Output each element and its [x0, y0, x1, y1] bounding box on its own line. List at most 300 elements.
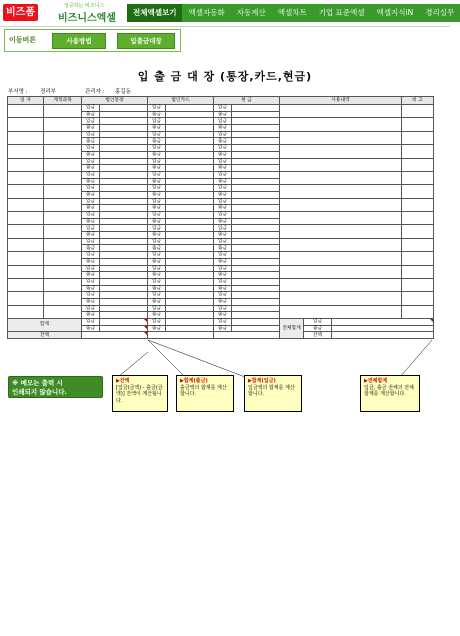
usage-detail-cell[interactable] [280, 212, 402, 225]
table-row [8, 212, 434, 219]
bank-type-label: 입금 [82, 252, 100, 259]
callout-in-title: ▶합계(입금) [248, 378, 276, 384]
note-cell[interactable] [402, 292, 434, 305]
bank-amount-cell[interactable] [100, 151, 148, 158]
account-cell[interactable] [44, 238, 82, 251]
cash-type-label: 입금 [214, 105, 232, 112]
account-cell[interactable] [44, 225, 82, 238]
cash-amount-cell[interactable] [232, 232, 280, 239]
note-cell[interactable] [402, 265, 434, 278]
bank-type-label: 출금 [82, 232, 100, 239]
card-amount-cell[interactable] [166, 185, 214, 192]
note-cell[interactable] [402, 212, 434, 225]
note-cell[interactable] [402, 131, 434, 144]
header-bank: 법인통장 [82, 97, 148, 105]
bank-amount-cell[interactable] [100, 138, 148, 145]
card-amount-cell[interactable] [166, 105, 214, 112]
note-cell[interactable] [402, 225, 434, 238]
total-in-bank-label: 입금 [82, 319, 100, 326]
card-type-label: 출금 [148, 151, 166, 158]
table-row [8, 145, 434, 152]
cash-type-label: 출금 [214, 245, 232, 252]
business-excel-logo[interactable] [58, 2, 120, 24]
bank-amount-cell[interactable] [100, 298, 148, 305]
bank-amount-cell[interactable] [100, 285, 148, 292]
bank-type-label: 출금 [82, 285, 100, 292]
cash-type-label: 입금 [214, 292, 232, 299]
note-cell[interactable] [402, 198, 434, 211]
card-amount-cell[interactable] [166, 225, 214, 232]
total-out-card-value [166, 325, 214, 332]
table-row [8, 105, 434, 112]
nav-all-excel[interactable]: 전체엑셀보기 [127, 4, 182, 22]
callout-out-total [176, 375, 234, 412]
ledger-button[interactable]: 입출금대장 [117, 33, 175, 49]
account-cell[interactable] [44, 278, 82, 291]
account-cell[interactable] [44, 185, 82, 198]
cash-amount-cell[interactable] [232, 245, 280, 252]
bank-type-label: 입금 [82, 212, 100, 219]
bank-amount-cell[interactable] [100, 265, 148, 272]
usage-detail-cell[interactable] [280, 158, 402, 171]
date-cell[interactable] [8, 265, 44, 278]
card-amount-cell[interactable] [166, 171, 214, 178]
cash-type-label: 출금 [214, 312, 232, 319]
cash-amount-cell[interactable] [232, 272, 280, 279]
note-cell[interactable] [402, 158, 434, 171]
card-type-label: 출금 [148, 258, 166, 265]
bank-amount-cell[interactable] [100, 238, 148, 245]
bank-type-label: 출금 [82, 205, 100, 212]
date-cell[interactable] [8, 198, 44, 211]
header-usage: 사용내역 [280, 97, 402, 105]
bank-type-label: 입금 [82, 198, 100, 205]
bank-amount-cell[interactable] [100, 145, 148, 152]
bank-amount-cell[interactable] [100, 212, 148, 219]
date-cell[interactable] [8, 171, 44, 184]
total-label: 합계 [8, 319, 82, 332]
table-row [8, 185, 434, 192]
bank-amount-cell[interactable] [100, 245, 148, 252]
cash-type-label: 입금 [214, 185, 232, 192]
table-row [8, 238, 434, 245]
account-cell[interactable] [44, 158, 82, 171]
cash-amount-cell[interactable] [232, 305, 280, 312]
bank-type-label: 입금 [82, 145, 100, 152]
card-type-label: 입금 [148, 171, 166, 178]
bank-amount-cell[interactable] [100, 198, 148, 205]
cash-amount-cell[interactable] [232, 292, 280, 299]
account-cell[interactable] [44, 305, 82, 318]
usage-detail-cell[interactable] [280, 145, 402, 158]
cash-type-label: 출금 [214, 178, 232, 185]
cash-type-label: 출금 [214, 151, 232, 158]
note-cell[interactable] [402, 171, 434, 184]
cash-type-label: 입금 [214, 171, 232, 178]
bank-type-label: 출금 [82, 125, 100, 132]
card-type-label: 입금 [148, 158, 166, 165]
bank-type-label: 출금 [82, 178, 100, 185]
date-cell[interactable] [8, 145, 44, 158]
card-amount-cell[interactable] [166, 131, 214, 138]
date-cell[interactable] [8, 212, 44, 225]
table-header-row [8, 97, 434, 105]
table-row [8, 305, 434, 312]
note-cell[interactable] [402, 305, 434, 318]
cash-amount-cell[interactable] [232, 212, 280, 219]
nav-standard-excel[interactable]: 기업 표준엑셀 [313, 4, 371, 22]
account-cell[interactable] [44, 131, 82, 144]
card-type-label: 입금 [148, 305, 166, 312]
card-amount-cell[interactable] [166, 212, 214, 219]
top-navigation-bar [0, 0, 455, 27]
usage-detail-cell[interactable] [280, 305, 402, 318]
nav-excel-knowledge[interactable]: 엑셀지식iN [371, 4, 420, 22]
date-cell[interactable] [8, 292, 44, 305]
cash-type-label: 출금 [214, 298, 232, 305]
cash-amount-cell[interactable] [232, 218, 280, 225]
cash-amount-cell[interactable] [232, 252, 280, 259]
total-out-cash-value [232, 325, 280, 332]
cash-amount-cell[interactable] [232, 312, 280, 319]
total-row-in [8, 319, 434, 326]
bank-type-label: 출금 [82, 151, 100, 158]
nav-auto-calc[interactable]: 자동계산 [231, 4, 272, 22]
usage-detail-cell[interactable] [280, 292, 402, 305]
bank-amount-cell[interactable] [100, 272, 148, 279]
table-row [8, 252, 434, 259]
header-card: 법인카드 [148, 97, 214, 105]
bank-type-label: 출금 [82, 245, 100, 252]
card-amount-cell[interactable] [166, 285, 214, 292]
date-cell[interactable] [8, 158, 44, 171]
card-type-label: 출금 [148, 272, 166, 279]
table-row [8, 158, 434, 165]
bank-amount-cell[interactable] [100, 111, 148, 118]
card-amount-cell[interactable] [166, 138, 214, 145]
usage-detail-cell[interactable] [280, 278, 402, 291]
cash-amount-cell[interactable] [232, 138, 280, 145]
cash-amount-cell[interactable] [232, 278, 280, 285]
card-amount-cell[interactable] [166, 151, 214, 158]
balance-label: 잔액 [8, 332, 82, 339]
bank-type-label: 입금 [82, 158, 100, 165]
cash-amount-cell[interactable] [232, 198, 280, 205]
bank-amount-cell[interactable] [100, 205, 148, 212]
nav-accounting[interactable]: 경리실무 [419, 4, 460, 22]
cash-type-label: 입금 [214, 158, 232, 165]
table-row [8, 171, 434, 178]
card-amount-cell[interactable] [166, 292, 214, 299]
card-amount-cell[interactable] [166, 158, 214, 165]
total-out-bank-label: 출금 [82, 325, 100, 332]
card-amount-cell[interactable] [166, 165, 214, 172]
grand-total-label: 전체합계 [280, 319, 304, 339]
cash-amount-cell[interactable] [232, 145, 280, 152]
bank-amount-cell[interactable] [100, 171, 148, 178]
cash-amount-cell[interactable] [232, 178, 280, 185]
date-cell[interactable] [8, 252, 44, 265]
date-cell[interactable] [8, 105, 44, 118]
cash-amount-cell[interactable] [232, 298, 280, 305]
cash-amount-cell[interactable] [232, 118, 280, 125]
card-amount-cell[interactable] [166, 145, 214, 152]
bank-type-label: 입금 [82, 118, 100, 125]
card-type-label: 입금 [148, 131, 166, 138]
bank-amount-cell[interactable] [100, 292, 148, 299]
balance-bank-value [82, 332, 148, 339]
nav-excel-automation[interactable]: 엑셀자동화 [182, 4, 230, 22]
usage-detail-cell[interactable] [280, 238, 402, 251]
bank-amount-cell[interactable] [100, 218, 148, 225]
usage-detail-cell[interactable] [280, 225, 402, 238]
account-cell[interactable] [44, 265, 82, 278]
account-cell[interactable] [44, 252, 82, 265]
table-row [8, 292, 434, 299]
grand-balance-value [332, 332, 434, 339]
header-account: 계정과목 [44, 97, 82, 105]
bank-amount-cell[interactable] [100, 165, 148, 172]
card-amount-cell[interactable] [166, 232, 214, 239]
nav-excel-chart[interactable]: 엑셀차트 [272, 4, 313, 22]
cash-amount-cell[interactable] [232, 171, 280, 178]
usage-detail-cell[interactable] [280, 198, 402, 211]
table-row [8, 278, 434, 285]
header-date: 일 자 [8, 97, 44, 105]
grand-out-label: 출금 [304, 325, 332, 332]
header-cash: 현 금 [214, 97, 280, 105]
date-cell[interactable] [8, 185, 44, 198]
bank-type-label: 출금 [82, 138, 100, 145]
note-cell[interactable] [402, 278, 434, 291]
card-amount-cell[interactable] [166, 118, 214, 125]
card-amount-cell[interactable] [166, 218, 214, 225]
date-cell[interactable] [8, 278, 44, 291]
callout-out-title: ▶합계(출금) [180, 378, 208, 384]
bank-amount-cell[interactable] [100, 305, 148, 312]
bank-amount-cell[interactable] [100, 118, 148, 125]
logo-tagline: 성공하는 비즈니스 [64, 3, 105, 9]
card-amount-cell[interactable] [166, 305, 214, 312]
bank-amount-cell[interactable] [100, 225, 148, 232]
move-label: 이동버튼 [9, 36, 37, 44]
bank-amount-cell[interactable] [100, 158, 148, 165]
usage-detail-cell[interactable] [280, 252, 402, 265]
cash-type-label: 입금 [214, 131, 232, 138]
bank-type-label: 출금 [82, 165, 100, 172]
note-cell[interactable] [402, 185, 434, 198]
usage-detail-cell[interactable] [280, 118, 402, 131]
cash-type-label: 출금 [214, 272, 232, 279]
card-type-label: 입금 [148, 145, 166, 152]
bank-amount-cell[interactable] [100, 131, 148, 138]
cash-amount-cell[interactable] [232, 225, 280, 232]
usage-detail-cell[interactable] [280, 185, 402, 198]
card-type-label: 입금 [148, 252, 166, 259]
account-cell[interactable] [44, 145, 82, 158]
cash-type-label: 출금 [214, 191, 232, 198]
card-amount-cell[interactable] [166, 272, 214, 279]
account-cell[interactable] [44, 292, 82, 305]
note-cell[interactable] [402, 118, 434, 131]
card-type-label: 입금 [148, 292, 166, 299]
card-type-label: 입금 [148, 105, 166, 112]
cash-type-label: 입금 [214, 118, 232, 125]
dept-label: 부서명 : [8, 89, 28, 95]
callout-grand-text: 입금, 출금 전체의 전체합계를 계산합니다. [364, 384, 414, 397]
card-type-label: 출금 [148, 232, 166, 239]
card-amount-cell[interactable] [166, 111, 214, 118]
note-cell[interactable] [402, 238, 434, 251]
callout-in-total [244, 375, 302, 412]
balance-cash-value [214, 332, 280, 339]
card-type-label: 입금 [148, 118, 166, 125]
bank-type-label: 출금 [82, 111, 100, 118]
notice-line-2: 인쇄되지 않습니다. [12, 388, 67, 396]
cash-type-label: 입금 [214, 145, 232, 152]
usage-detail-cell[interactable] [280, 131, 402, 144]
grand-out-value [332, 325, 434, 332]
note-cell[interactable] [402, 252, 434, 265]
print-notice [8, 376, 103, 398]
manager-value: 홍길동 [115, 89, 131, 95]
card-type-label: 입금 [148, 198, 166, 205]
cash-amount-cell[interactable] [232, 111, 280, 118]
date-cell[interactable] [8, 225, 44, 238]
date-cell[interactable] [8, 118, 44, 131]
cash-amount-cell[interactable] [232, 285, 280, 292]
card-type-label: 입금 [148, 212, 166, 219]
account-cell[interactable] [44, 171, 82, 184]
callout-balance-text: [입금(금액) - 출금(금액)] 잔액이 계산됩니다. [116, 384, 163, 404]
cash-type-label: 입금 [214, 265, 232, 272]
usage-button[interactable]: 사용방법 [52, 33, 106, 49]
cash-type-label: 입금 [214, 198, 232, 205]
cash-amount-cell[interactable] [232, 185, 280, 192]
bank-amount-cell[interactable] [100, 312, 148, 319]
grand-in-value [332, 319, 434, 326]
card-amount-cell[interactable] [166, 238, 214, 245]
bank-type-label: 출금 [82, 312, 100, 319]
cash-amount-cell[interactable] [232, 258, 280, 265]
cash-amount-cell[interactable] [232, 265, 280, 272]
cash-amount-cell[interactable] [232, 158, 280, 165]
cash-type-label: 입금 [214, 252, 232, 259]
bank-type-label: 입금 [82, 171, 100, 178]
card-amount-cell[interactable] [166, 198, 214, 205]
total-in-card-label: 입금 [148, 319, 166, 326]
account-cell[interactable] [44, 118, 82, 131]
bank-type-label: 입금 [82, 265, 100, 272]
card-amount-cell[interactable] [166, 245, 214, 252]
card-type-label: 출금 [148, 298, 166, 305]
cash-amount-cell[interactable] [232, 105, 280, 112]
dept-value: 경리부 [40, 89, 56, 95]
card-amount-cell[interactable] [166, 298, 214, 305]
card-amount-cell[interactable] [166, 252, 214, 259]
card-amount-cell[interactable] [166, 265, 214, 272]
note-cell[interactable] [402, 145, 434, 158]
note-cell[interactable] [402, 105, 434, 118]
bank-type-label: 입금 [82, 105, 100, 112]
cash-amount-cell[interactable] [232, 205, 280, 212]
cash-type-label: 출금 [214, 218, 232, 225]
card-amount-cell[interactable] [166, 205, 214, 212]
table-row [8, 265, 434, 272]
bank-amount-cell[interactable] [100, 185, 148, 192]
bank-amount-cell[interactable] [100, 105, 148, 112]
date-cell[interactable] [8, 238, 44, 251]
card-type-label: 출금 [148, 111, 166, 118]
cash-amount-cell[interactable] [232, 125, 280, 132]
cash-type-label: 출금 [214, 285, 232, 292]
bank-type-label: 출금 [82, 218, 100, 225]
bank-amount-cell[interactable] [100, 252, 148, 259]
bank-amount-cell[interactable] [100, 178, 148, 185]
bank-type-label: 출금 [82, 272, 100, 279]
account-cell[interactable] [44, 198, 82, 211]
card-amount-cell[interactable] [166, 125, 214, 132]
usage-detail-cell[interactable] [280, 265, 402, 278]
date-cell[interactable] [8, 305, 44, 318]
cash-amount-cell[interactable] [232, 151, 280, 158]
callout-balance [112, 375, 168, 412]
total-in-cash-value [232, 319, 280, 326]
usage-detail-cell[interactable] [280, 105, 402, 118]
header-note: 비 고 [402, 97, 434, 105]
card-type-label: 출금 [148, 218, 166, 225]
card-amount-cell[interactable] [166, 178, 214, 185]
cash-amount-cell[interactable] [232, 131, 280, 138]
card-type-label: 출금 [148, 285, 166, 292]
card-amount-cell[interactable] [166, 258, 214, 265]
bank-amount-cell[interactable] [100, 278, 148, 285]
account-cell[interactable] [44, 212, 82, 225]
total-in-cash-label: 입금 [214, 319, 232, 326]
total-in-card-value [166, 319, 214, 326]
bank-amount-cell[interactable] [100, 191, 148, 198]
bank-type-label: 입금 [82, 292, 100, 299]
table-row [8, 118, 434, 125]
notice-line-1: ※ 메모는 출력 시 [12, 379, 63, 387]
cash-type-label: 입금 [214, 212, 232, 219]
bank-amount-cell[interactable] [100, 258, 148, 265]
card-amount-cell[interactable] [166, 191, 214, 198]
bizform-logo[interactable]: 비즈폼 [3, 4, 38, 21]
total-out-card-label: 출금 [148, 325, 166, 332]
page-title: 입 출 금 대 장 (통장,카드,현금) [137, 70, 313, 83]
card-amount-cell[interactable] [166, 312, 214, 319]
manager-label: 관리자 : [85, 89, 105, 95]
cash-amount-cell[interactable] [232, 191, 280, 198]
cash-amount-cell[interactable] [232, 165, 280, 172]
card-type-label: 출금 [148, 191, 166, 198]
account-cell[interactable] [44, 105, 82, 118]
card-amount-cell[interactable] [166, 278, 214, 285]
bank-type-label: 입금 [82, 278, 100, 285]
callout-out-text: 출금액의 합계를 계산합니다. [180, 384, 227, 397]
usage-detail-cell[interactable] [280, 171, 402, 184]
cash-type-label: 출금 [214, 258, 232, 265]
cash-amount-cell[interactable] [232, 238, 280, 245]
total-in-bank-value [100, 319, 148, 326]
bank-type-label: 입금 [82, 225, 100, 232]
date-cell[interactable] [8, 131, 44, 144]
bank-amount-cell[interactable] [100, 125, 148, 132]
bank-amount-cell[interactable] [100, 232, 148, 239]
move-button-bar [4, 29, 181, 52]
table-row [8, 225, 434, 232]
